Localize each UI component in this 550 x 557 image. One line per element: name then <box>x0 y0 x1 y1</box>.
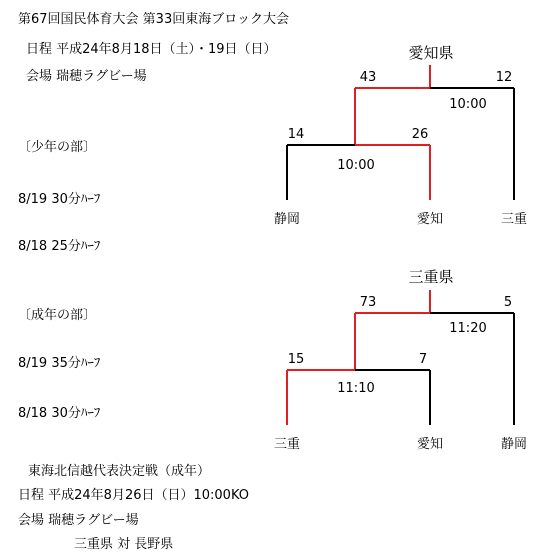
adults-team-1: 三重 <box>273 437 300 452</box>
boys-note-1: 8/19 30分ﾊｰﾌ <box>18 192 101 207</box>
boys-team-3: 三重 <box>500 212 527 227</box>
boys-semi-time: 10:00 <box>337 158 375 173</box>
event-schedule: 日程 平成24年8月18日（土）・19日（日） <box>26 42 277 57</box>
adults-semi-time: 11:10 <box>337 381 375 396</box>
adults-bracket <box>287 290 514 425</box>
boys-section-label: 〔少年の部〕 <box>18 140 97 155</box>
boys-team-2: 愛知 <box>416 212 443 227</box>
adults-section-label: 〔成年の部〕 <box>18 308 97 323</box>
footer-venue: 会場 瑞穂ラグビー場 <box>18 513 139 528</box>
boys-team-1: 静岡 <box>273 212 300 227</box>
adults-semi-left-score: 15 <box>287 352 305 367</box>
boys-final-left-score: 43 <box>359 70 377 85</box>
adults-final-time: 11:20 <box>449 321 487 336</box>
adults-champion: 三重県 <box>408 268 454 286</box>
boys-champion: 愛知県 <box>408 44 454 62</box>
event-venue: 会場 瑞穂ラグビー場 <box>26 69 147 84</box>
footer-match: 三重県 対 長野県 <box>74 537 174 552</box>
boys-semi-left-score: 14 <box>287 127 305 142</box>
adults-semi-right-score: 7 <box>418 352 428 367</box>
adults-note-2: 8/18 30分ﾊｰﾌ <box>18 406 101 421</box>
adults-team-3: 静岡 <box>500 437 527 452</box>
event-title: 第67回国民体育大会 第33回東海ブロック大会 <box>18 12 289 27</box>
adults-team-2: 愛知 <box>416 437 443 452</box>
footer-schedule: 日程 平成24年8月26日（日）10:00KO <box>18 488 249 503</box>
footer-title: 東海北信越代表決定戦（成年） <box>28 464 211 479</box>
adults-final-left-score: 73 <box>359 295 377 310</box>
boys-final-time: 10:00 <box>449 97 487 112</box>
adults-note-1: 8/19 35分ﾊｰﾌ <box>18 356 101 371</box>
boys-final-right-score: 12 <box>495 70 513 85</box>
boys-semi-right-score: 26 <box>411 127 429 142</box>
boys-note-2: 8/18 25分ﾊｰﾌ <box>18 239 101 254</box>
adults-final-right-score: 5 <box>503 295 513 310</box>
